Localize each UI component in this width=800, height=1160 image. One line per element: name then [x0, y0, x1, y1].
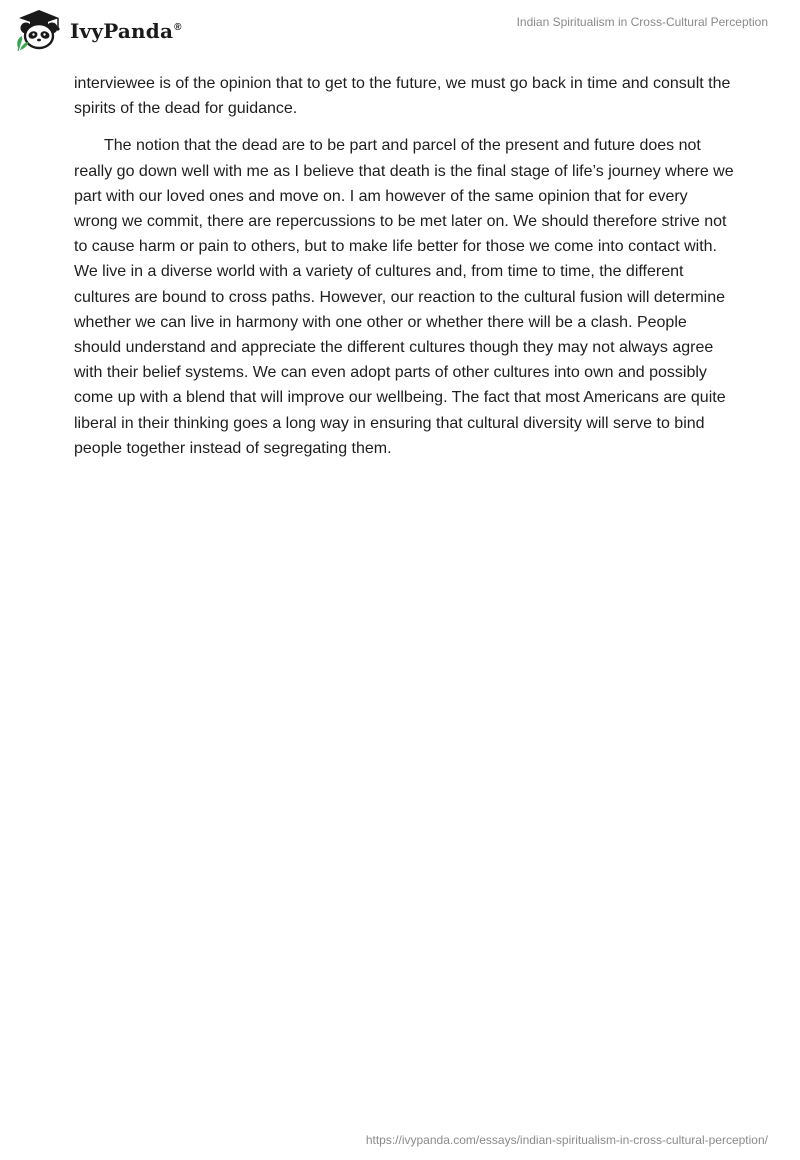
essay-body — [74, 71, 734, 473]
panda-graduate-icon — [14, 8, 64, 52]
page-header — [0, 0, 800, 60]
logo-wordmark: IvyPanda® — [70, 19, 182, 43]
paragraph: The notion that the dead are to be part and parcel of the present and future does not really go down well with me as I believe that death is the final stage of life’s journey where we part with our loved ones and move on. I am however of the same opinion that for every wrong we commit, there are repercussions to be met later on. We should therefore strive not to cause harm or pain to others, but to make life better for those we come into contact with. We live in a diverse world with a variety of cultures and, from time to time, the different cultures are bound to cross paths. However, our reaction to the cultural fusion will determine whether we can live in harmony with one other or whether there will be a clash. People should understand and appreciate the different cultures though they may not always agree with their belief systems. We can even adopt parts of other cultures into own and possibly come up with a blend that will improve our wellbeing. The fact that most Americans are quite liberal in their thinking goes a long way in ensuring that cultural diversity will serve to bind people together instead of segregating them. — [74, 137, 734, 457]
source-url[interactable]: https://ivypanda.com/essays/indian-spiritualism-in-cross-cultural-perception/ — [365, 1133, 768, 1147]
registered-mark: ® — [174, 22, 182, 34]
document-running-title: Indian Spiritualism in Cross-Cultural Perception — [516, 15, 768, 29]
ivypanda-logo[interactable] — [14, 8, 182, 52]
paragraph-continued: interviewee is of the opinion that to get to the future, we must go back in time and consult the spirits of the dead for guidance. — [74, 75, 731, 118]
